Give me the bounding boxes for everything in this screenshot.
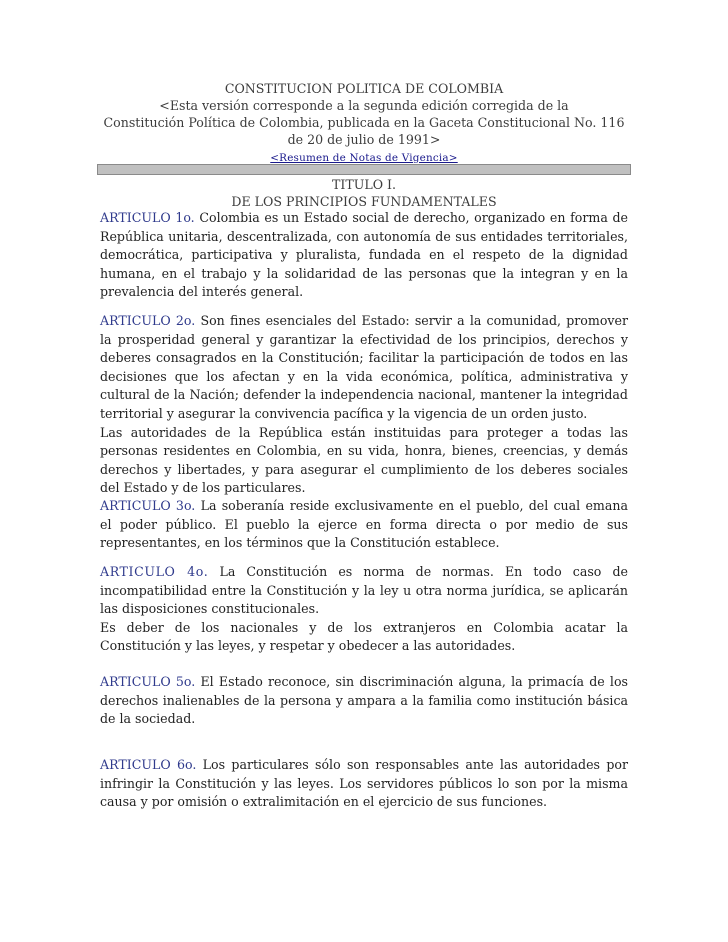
article-paragraph [100, 619, 628, 656]
article-3 [100, 497, 628, 553]
article-text: El Estado reconoce, sin discriminación alguna, la primacía de los derechos inalienables de la persona y ampara a la familia como institución básica de la sociedad. [100, 674, 628, 727]
title-name: DE LOS PRINCIPIOS FUNDAMENTALES [231, 193, 497, 209]
article-paragraph [100, 312, 628, 424]
article-text: Son fines esenciales del Estado: servir a la comunidad, promover la prosperidad general y garantizar la efectividad de los principios, derechos y deberes consagrados en la Constitución; facilitar la participación de todos en las decisiones que los afectan y en la vida económica, política, administrativa y cultural de la Nación; defender la independencia nacional, mantener la integridad territorial y asegurar la convivencia pacífica y la vigencia de un orden justo. [100, 313, 628, 421]
article-paragraph [100, 756, 628, 812]
edition-note-line-3: de 20 de julio de 1991> [287, 132, 441, 147]
document-header [100, 80, 628, 165]
edition-note-line-2: Constitución Política de Colombia, publicada en la Gaceta Constitucional No. 116 [103, 115, 625, 130]
article-5 [100, 673, 628, 729]
article-2 [100, 312, 628, 498]
article-paragraph [100, 673, 628, 729]
article-paragraph [100, 424, 628, 498]
title-heading [100, 177, 628, 210]
edition-note-line-1: <Esta versión corresponde a la segunda edición corregida de la [159, 98, 569, 113]
article-paragraph [100, 209, 628, 302]
article-text: Es deber de los nacionales y de los extranjeros en Colombia acatar la Constitución y las leyes, y respetar y obedecer a las autoridades. [100, 619, 628, 654]
article-label: ARTICULO 2o. [100, 313, 196, 328]
article-paragraph [100, 497, 628, 553]
article-label: ARTICULO 6o. [100, 757, 197, 772]
article-6 [100, 756, 628, 812]
title-number: TITULO I. [331, 177, 397, 192]
article-label: ARTICULO 4o. [100, 564, 209, 579]
article-label: ARTICULO 5o. [100, 674, 196, 689]
notes-of-validity-link[interactable]: <Resumen de Notas de Vigencia> [270, 152, 458, 164]
article-text: La Constitución es norma de normas. En todo caso de incompatibilidad entre la Constitución y la ley u otra norma jurídica, se aplicarán las disposiciones constitucionales. [100, 564, 628, 617]
article-1 [100, 209, 628, 302]
article-4 [100, 563, 628, 656]
article-text: Los particulares sólo son responsables ante las autoridades por infringir la Constitución y las leyes. Los servidores públicos lo son por la misma causa y por omisión o extralimitación en el ejercicio de sus funciones. [100, 757, 628, 810]
document-title: CONSTITUCION POLITICA DE COLOMBIA [224, 81, 504, 96]
section-divider-bar [97, 164, 631, 175]
article-text: Colombia es un Estado social de derecho, organizado en forma de República unitaria, descentralizada, con autonomía de sus entidades territoriales, democrática, participativa y pluralista, fundada en el respeto de la dignidad humana, en el trabajo y la solidaridad de las personas que la integran y en la prevalencia del interés general. [100, 210, 628, 300]
article-text: La soberanía reside exclusivamente en el pueblo, del cual emana el poder público. El pueblo la ejerce en forma directa o por medio de sus representantes, en los términos que la Constitución establece. [100, 498, 628, 551]
article-label: ARTICULO 3o. [100, 498, 196, 513]
article-label: ARTICULO 1o. [100, 210, 195, 225]
article-text: Las autoridades de la República están instituidas para proteger a todas las personas residentes en Colombia, en su vida, honra, bienes, creencias, y demás derechos y libertades, y para asegurar el cumplimiento de los deberes sociales del Estado y de los particulares. [100, 424, 628, 496]
article-paragraph [100, 563, 628, 619]
